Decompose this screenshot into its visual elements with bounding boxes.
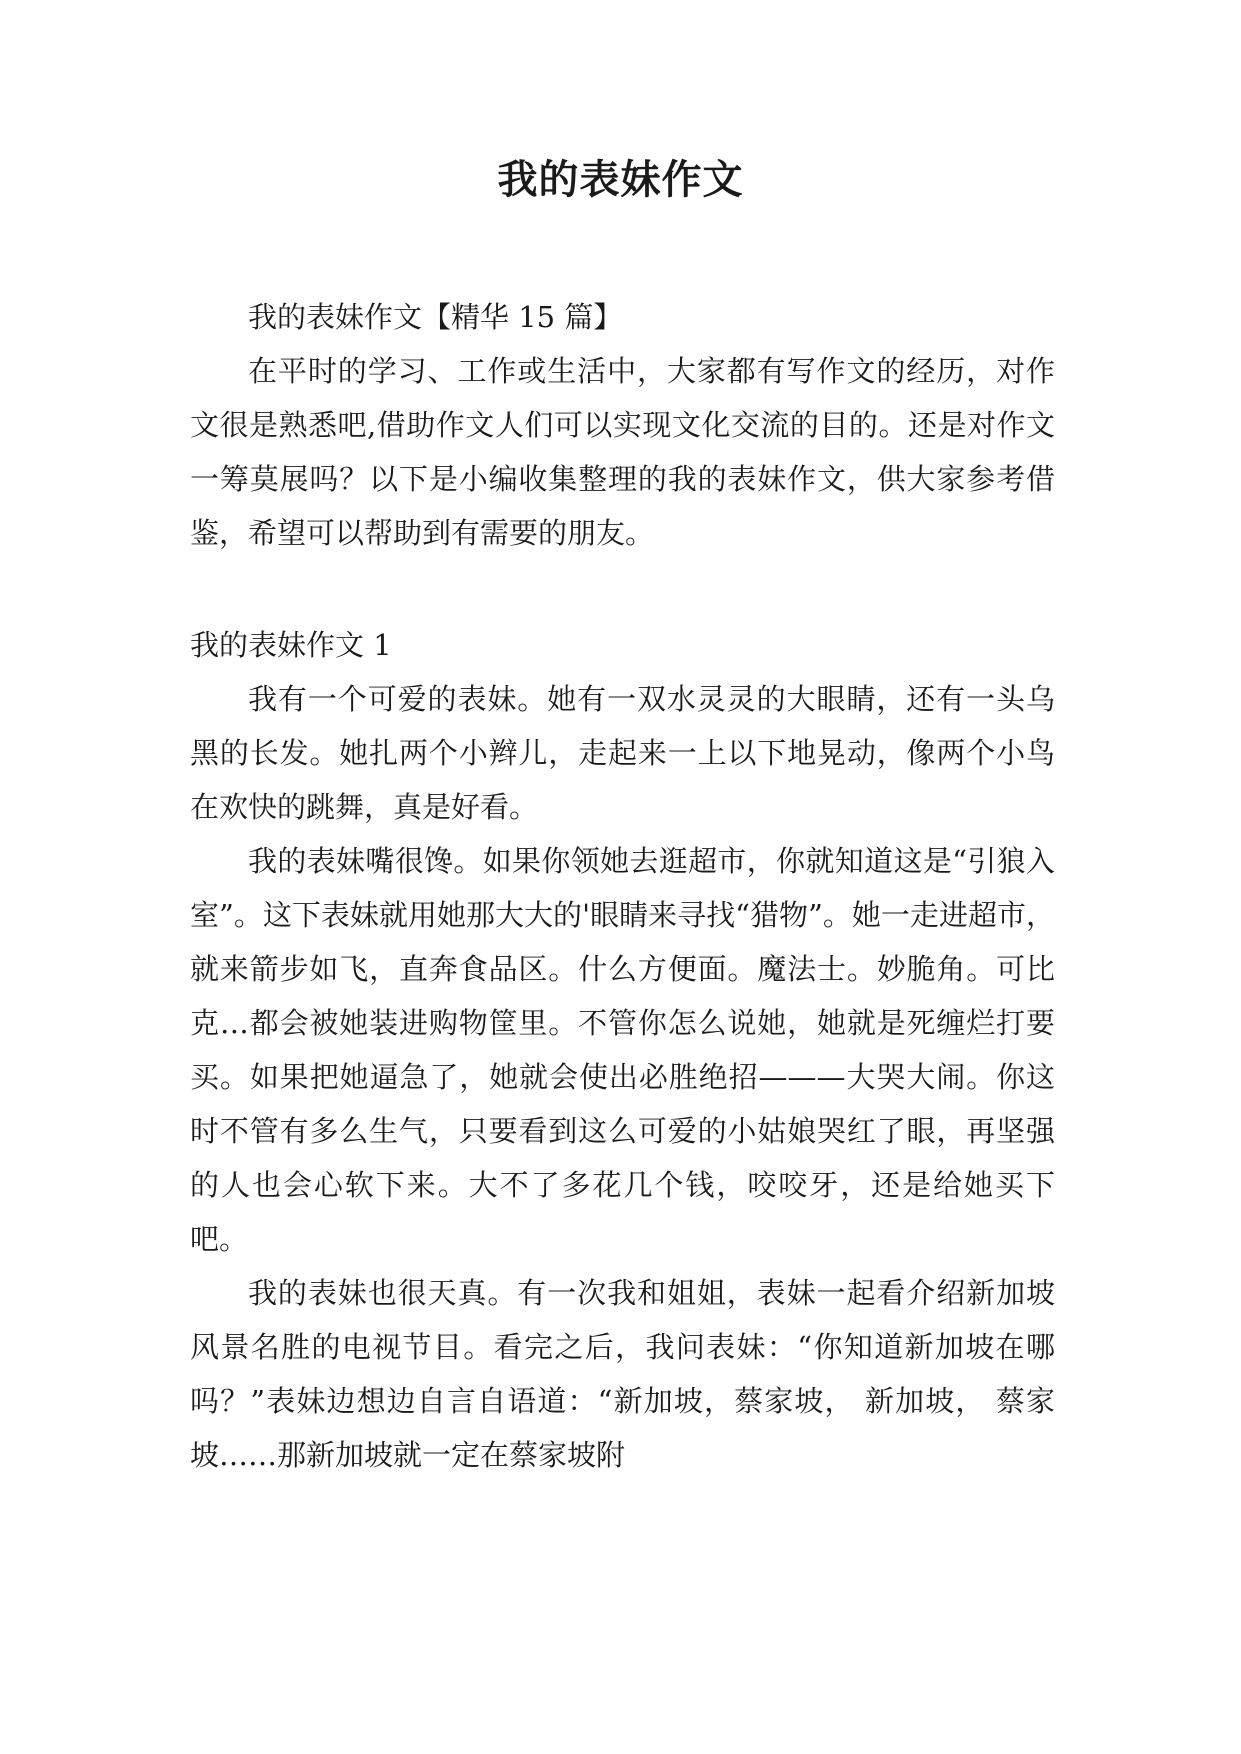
intro-paragraph: 在平时的学习、工作或生活中，大家都有写作文的经历，对作文很是熟悉吧,借助作文人们可以实现文化交流的目的。还是对作文一筹莫展吗？以下是小编收集整理的我的表妹作文，供大家参考借鉴，希望可以帮助到有需要的朋友。 xyxy=(190,354,1055,550)
section-heading: 我的表妹作文 1 xyxy=(190,628,392,662)
document-title: 我的表妹作文 xyxy=(497,156,744,203)
essay-paragraph-2: 我的表妹嘴很馋。如果你领她去逛超市，你就知道这是“引狼入室”。这下表妹就用她那大大的'眼睛来寻找“猎物”。她一走进超市，就来箭步如飞，直奔食品区。什么方便面。魔法士。妙脆角。可比克…都会被她装进购物筐里。不管你怎么说她，她就是死缠烂打要买。如果把她逼急了，她就会使出必胜绝招———大哭大闹。你这时不管有多么生气，只要看到这么可爱的小姑娘哭红了眼，再坚强的人也会心软下来。大不了多花几个钱，咬咬牙，还是给她买下吧。 xyxy=(190,844,1055,1256)
document-body xyxy=(190,290,1055,1482)
essay-paragraph-3: 我的表妹也很天真。有一次我和姐姐，表妹一起看介绍新加坡风景名胜的电视节目。看完之后，我问表妹：“你知道新加坡在哪吗？”表妹边想边自言自语道：“新加坡，蔡家坡， 新加坡， 蔡家坡……那新加坡就一定在蔡家坡附 xyxy=(190,1276,1055,1472)
document-subtitle: 我的表妹作文【精华 15 篇】 xyxy=(248,300,623,334)
essay-paragraph-1: 我有一个可爱的表妹。她有一双水灵灵的大眼睛，还有一头乌黑的长发。她扎两个小辫儿，走起来一上以下地晃动，像两个小鸟在欢快的跳舞，真是好看。 xyxy=(190,682,1055,824)
